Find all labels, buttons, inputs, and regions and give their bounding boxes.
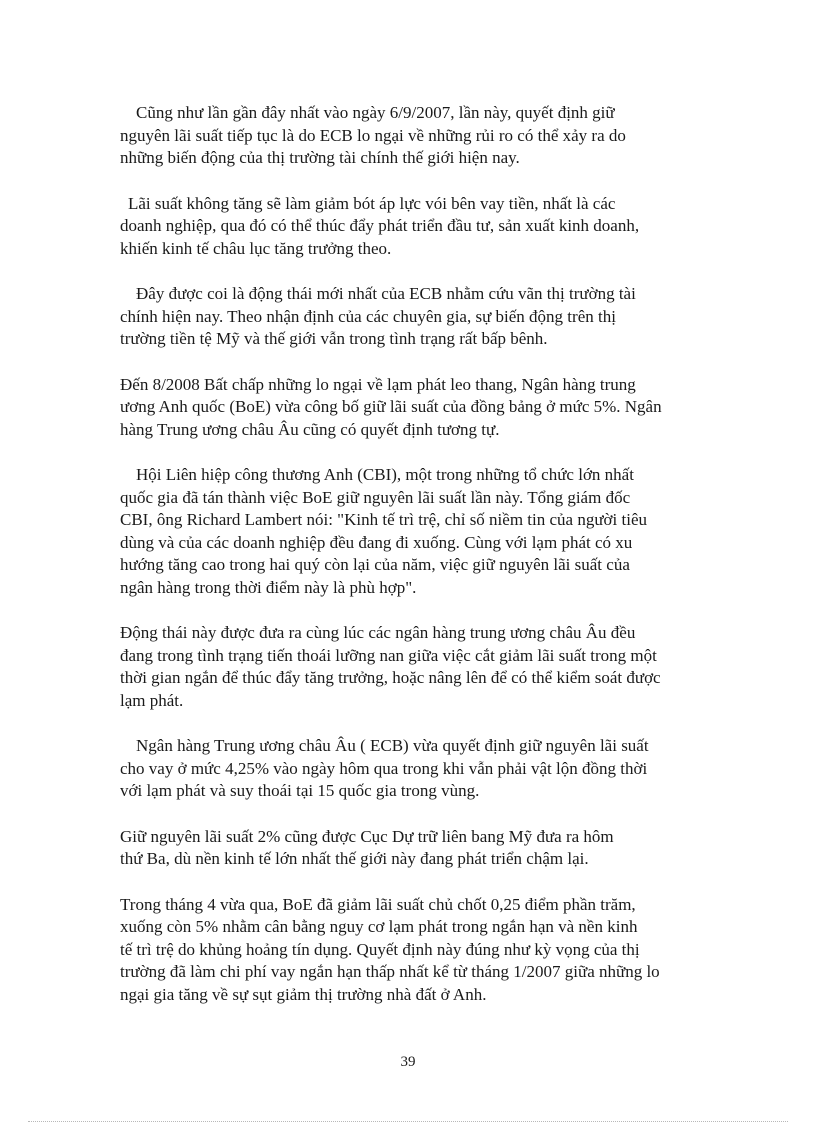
paragraph-line: ngại gia tăng về sự sụt giảm thị trường nhà đất ở Anh. — [120, 984, 487, 1004]
paragraph-line: Ngân hàng Trung ương châu Âu ( ECB) vừa quyết định giữ nguyên lãi suất — [136, 736, 649, 755]
body-text — [120, 102, 705, 1029]
paragraph — [120, 735, 705, 803]
paragraph — [120, 464, 705, 599]
paragraph — [120, 622, 705, 712]
paragraph — [120, 193, 705, 261]
paragraph — [120, 826, 705, 871]
paragraph-line: Giữ nguyên lãi suất 2% cũng được Cục Dự trữ liên bang Mỹ đưa ra hôm — [120, 826, 614, 846]
paragraph-line: ngân hàng trong thời điểm này là phù hợp". — [120, 577, 417, 597]
paragraph-line: xuống còn 5% nhằm cân bằng nguy cơ lạm phát trong ngắn hạn và nền kinh — [120, 917, 638, 936]
paragraph — [120, 894, 705, 1007]
paragraph-line: thời gian ngắn để thúc đẩy tăng trưởng, hoặc nâng lên để có thể kiểm soát được — [120, 668, 661, 687]
paragraph-line: Hội Liên hiệp công thương Anh (CBI), một trong những tổ chức lớn nhất — [136, 465, 634, 484]
page-bottom-divider — [28, 1121, 788, 1122]
paragraph-line: CBI, ông Richard Lambert nói: "Kinh tế trì trệ, chỉ số niềm tin của người tiêu — [120, 510, 648, 529]
paragraph-line: Trong tháng 4 vừa qua, BoE đã giảm lãi suất chủ chốt 0,25 điểm phần trăm, — [120, 894, 636, 914]
paragraph-line: Đây được coi là động thái mới nhất của ECB nhằm cứu vãn thị trường tài — [136, 284, 636, 303]
paragraph-line: hàng Trung ương châu Âu cũng có quyết định tương tự. — [120, 419, 500, 439]
paragraph-line: cho vay ở mức 4,25% vào ngày hôm qua trong khi vẫn phải vật lộn đồng thời — [120, 758, 648, 778]
paragraph-line: chính hiện nay. Theo nhận định của các chuyên gia, sự biến động trên thị — [120, 306, 616, 326]
paragraph-line: Đến 8/2008 Bất chấp những lo ngại về lạm phát leo thang, Ngân hàng trung — [120, 374, 636, 394]
paragraph-line: nguyên lãi suất tiếp tục là do ECB lo ngại về những rủi ro có thể xảy ra do — [120, 125, 626, 145]
paragraph-line: dùng và của các doanh nghiệp đều đang đi xuống. Cùng với lạm phát có xu — [120, 532, 633, 552]
paragraph — [120, 283, 705, 351]
paragraph-line: tế trì trệ do khủng hoảng tín dụng. Quyết định này đúng như kỳ vọng của thị — [120, 939, 640, 959]
paragraph-line: quốc gia đã tán thành việc BoE giữ nguyên lãi suất lần này. Tổng giám đốc — [120, 487, 631, 507]
paragraph-line: đang trong tình trạng tiến thoái lưỡng nan giữa việc cắt giảm lãi suất trong một — [120, 645, 657, 665]
paragraph-line: với lạm phát và suy thoái tại 15 quốc gia trong vùng. — [120, 781, 480, 800]
paragraph — [120, 374, 705, 442]
paragraph-line: hướng tăng cao trong hai quý còn lại của năm, việc giữ nguyên lãi suất của — [120, 555, 630, 574]
paragraph — [120, 102, 705, 170]
paragraph-line: Động thái này được đưa ra cùng lúc các ngân hàng trung ương châu Âu đều — [120, 623, 636, 642]
paragraph-line: những biến động của thị trường tài chính thế giới hiện nay. — [120, 148, 520, 167]
paragraph-line: trường tiền tệ Mỹ và thế giới vẫn trong tình trạng rất bấp bênh. — [120, 329, 548, 348]
paragraph-line: trường đã làm chi phí vay ngắn hạn thấp nhất kể từ tháng 1/2007 giữa những lo — [120, 962, 660, 981]
paragraph-line: lạm phát. — [120, 690, 184, 710]
paragraph-line: thứ Ba, dù nền kinh tế lớn nhất thế giới này đang phát triển chậm lại. — [120, 849, 589, 868]
page-number: 39 — [400, 1054, 416, 1070]
paragraph-line: ương Anh quốc (BoE) vừa công bố giữ lãi suất của đồng bảng ở mức 5%. Ngân — [120, 397, 662, 416]
paragraph-line: Cũng như lần gần đây nhất vào ngày 6/9/2007, lần này, quyết định giữ — [136, 103, 615, 122]
paragraph-line: Lãi suất không tăng sẽ làm giảm bót áp lực vói bên vay tiền, nhất là các — [128, 193, 616, 213]
paragraph-line: khiến kinh tế châu lục tăng trưởng theo. — [120, 238, 392, 258]
paragraph-line: doanh nghiệp, qua đó có thể thúc đẩy phát triển đầu tư, sản xuất kinh doanh, — [120, 216, 640, 235]
